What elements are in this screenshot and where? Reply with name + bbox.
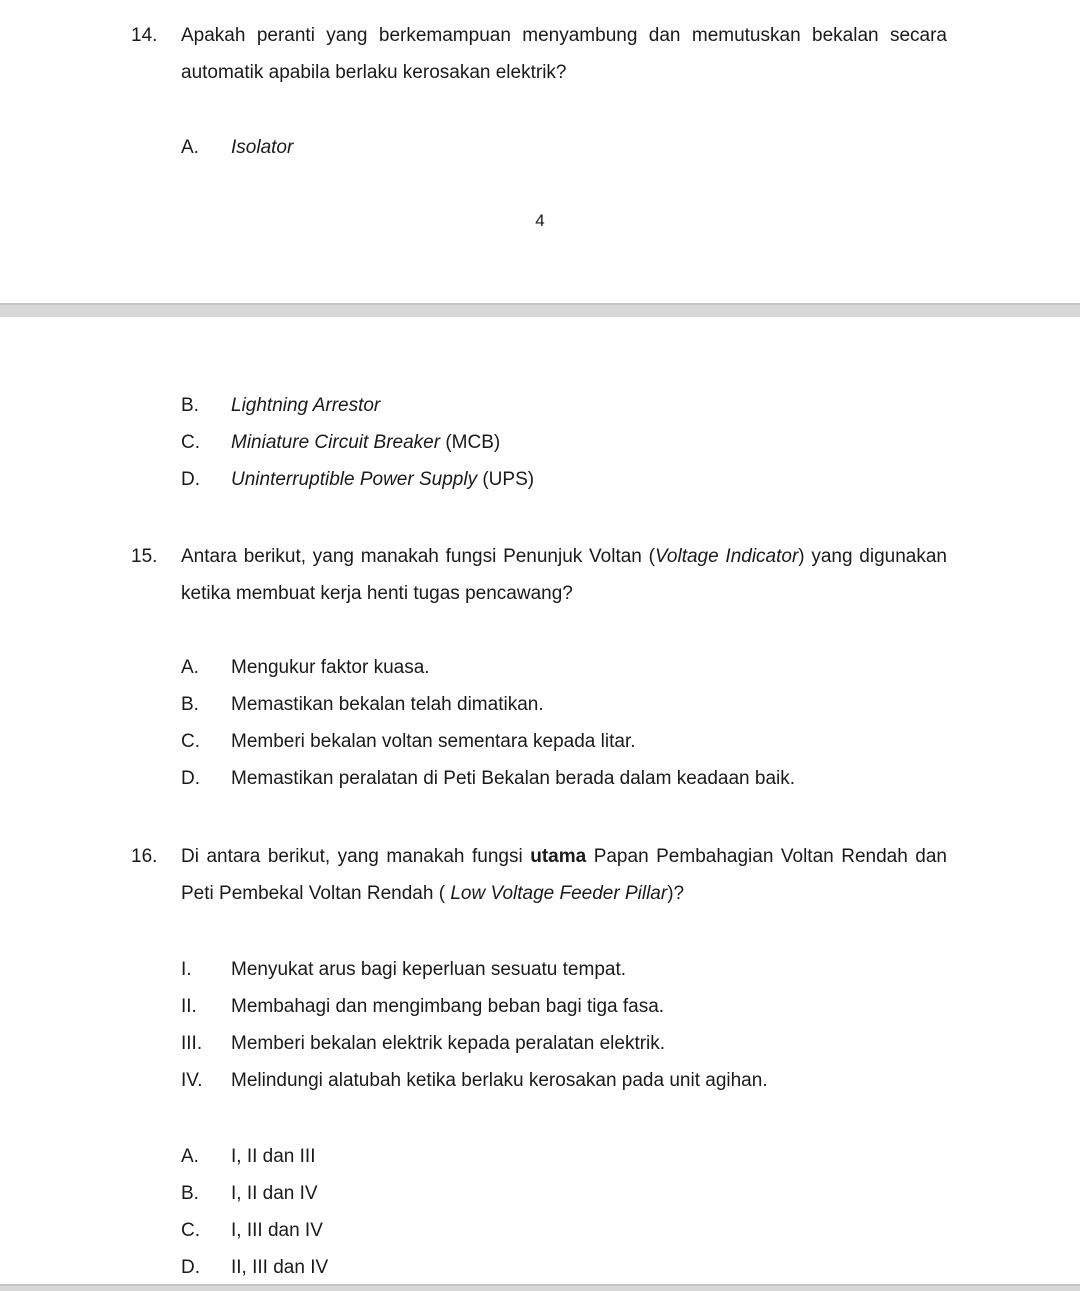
statement-text: Membahagi dan mengimbang beban bagi tiga fasa. <box>231 996 665 1017</box>
page-break-divider <box>0 303 1080 317</box>
option-row-a <box>181 649 947 686</box>
option-letter: A. <box>181 137 199 158</box>
question-14 <box>0 0 1080 166</box>
option-text: Memberi bekalan voltan sementara kepada litar. <box>231 731 636 752</box>
text-italic-term: Low Voltage Feeder Pillar <box>450 883 668 904</box>
option-letter: B. <box>181 1183 199 1204</box>
statement-numeral: III. <box>181 1033 203 1054</box>
statement-numeral: II. <box>181 996 197 1017</box>
option-text: Memastikan peralatan di Peti Bekalan berada dalam keadaan baik. <box>231 768 796 789</box>
question-number: 14. <box>131 25 158 46</box>
question-16-statements <box>0 951 1080 1099</box>
option-letter: A. <box>181 657 199 678</box>
question-number: 16. <box>131 846 158 867</box>
option-letter: D. <box>181 768 200 789</box>
option-row-c <box>181 1212 947 1249</box>
option-text: Mengukur faktor kuasa. <box>231 657 430 678</box>
option-term: Uninterruptible Power Supply <box>231 469 478 490</box>
option-row-b <box>181 387 947 424</box>
statement-text: Menyukat arus bagi keperluan sesuatu tempat. <box>231 959 627 980</box>
option-text: I, II dan IV <box>231 1183 318 1204</box>
statement-text: Memberi bekalan elektrik kepada peralatan elektrik. <box>231 1033 666 1054</box>
question-15 <box>0 538 1080 797</box>
option-text: Isolator <box>231 137 294 158</box>
option-letter: B. <box>181 395 199 416</box>
option-letter: C. <box>181 432 200 453</box>
text-pre: Di antara berikut, yang manakah fungsi <box>181 846 531 867</box>
option-letter: D. <box>181 1257 200 1278</box>
option-letter: C. <box>181 731 200 752</box>
question-16 <box>0 838 1080 1286</box>
option-term: Lightning Arrestor <box>231 395 381 416</box>
text-post: )? <box>667 883 685 904</box>
text-italic-term: Voltage Indicator <box>654 546 799 567</box>
statement-row-i <box>181 951 947 988</box>
question-15-options <box>0 649 1080 797</box>
text-pre: Antara berikut, yang manakah fungsi Penunjuk Voltan ( <box>181 546 655 567</box>
statement-numeral: I. <box>181 959 192 980</box>
option-text: II, III dan IV <box>231 1257 329 1278</box>
question-16-body <box>131 838 947 912</box>
statement-numeral: IV. <box>181 1070 203 1091</box>
option-row-d <box>181 1249 947 1286</box>
option-row-d <box>181 461 947 498</box>
option-letter: A. <box>181 1146 199 1167</box>
option-letter: D. <box>181 469 200 490</box>
text-mid: Papan Pembahagian Voltan Rendah dan Peti Pembekal Voltan Rendah ( <box>181 846 947 904</box>
option-letter: B. <box>181 694 199 715</box>
option-row-a <box>181 129 947 166</box>
question-number: 15. <box>131 546 158 567</box>
option-text: I, II dan III <box>231 1146 316 1167</box>
question-15-body <box>131 538 947 612</box>
option-row-a <box>181 1138 947 1175</box>
option-row-c <box>181 723 947 760</box>
statement-text: Melindungi alatubah ketika berlaku kerosakan pada unit agihan. <box>231 1070 768 1091</box>
option-abbrev: (UPS) <box>477 469 535 490</box>
option-abbrev: (MCB) <box>440 432 501 453</box>
text-bold-term: utama <box>530 846 587 867</box>
option-text: Memastikan bekalan telah dimatikan. <box>231 694 544 715</box>
text-post: ) yang digunakan ketika membuat kerja henti tugas pencawang? <box>181 546 947 604</box>
option-letter: C. <box>181 1220 200 1241</box>
option-text: I, III dan IV <box>231 1220 323 1241</box>
question-14-options <box>0 129 1080 166</box>
question-16-options <box>0 1138 1080 1286</box>
option-row-b <box>181 1175 947 1212</box>
statement-row-iv <box>181 1062 947 1099</box>
question-text <box>181 538 947 612</box>
option-row-b <box>181 686 947 723</box>
option-text <box>231 461 947 498</box>
question-14-body <box>131 17 947 91</box>
option-row-d <box>181 760 947 797</box>
statement-row-iii <box>181 1025 947 1062</box>
question-text <box>181 838 947 912</box>
statement-row-ii <box>181 988 947 1025</box>
option-text <box>231 387 947 424</box>
question-14-continued-options <box>0 387 1080 498</box>
page-break-divider-bottom <box>0 1284 1080 1291</box>
option-row-c <box>181 424 947 461</box>
question-text: Apakah peranti yang berkemampuan menyambung dan memutuskan bekalan secara automatik apabila berlaku kerosakan elektrik? <box>181 25 947 83</box>
option-text <box>231 424 947 461</box>
page-number: 4 <box>535 211 545 230</box>
option-term: Miniature Circuit Breaker <box>231 432 441 453</box>
